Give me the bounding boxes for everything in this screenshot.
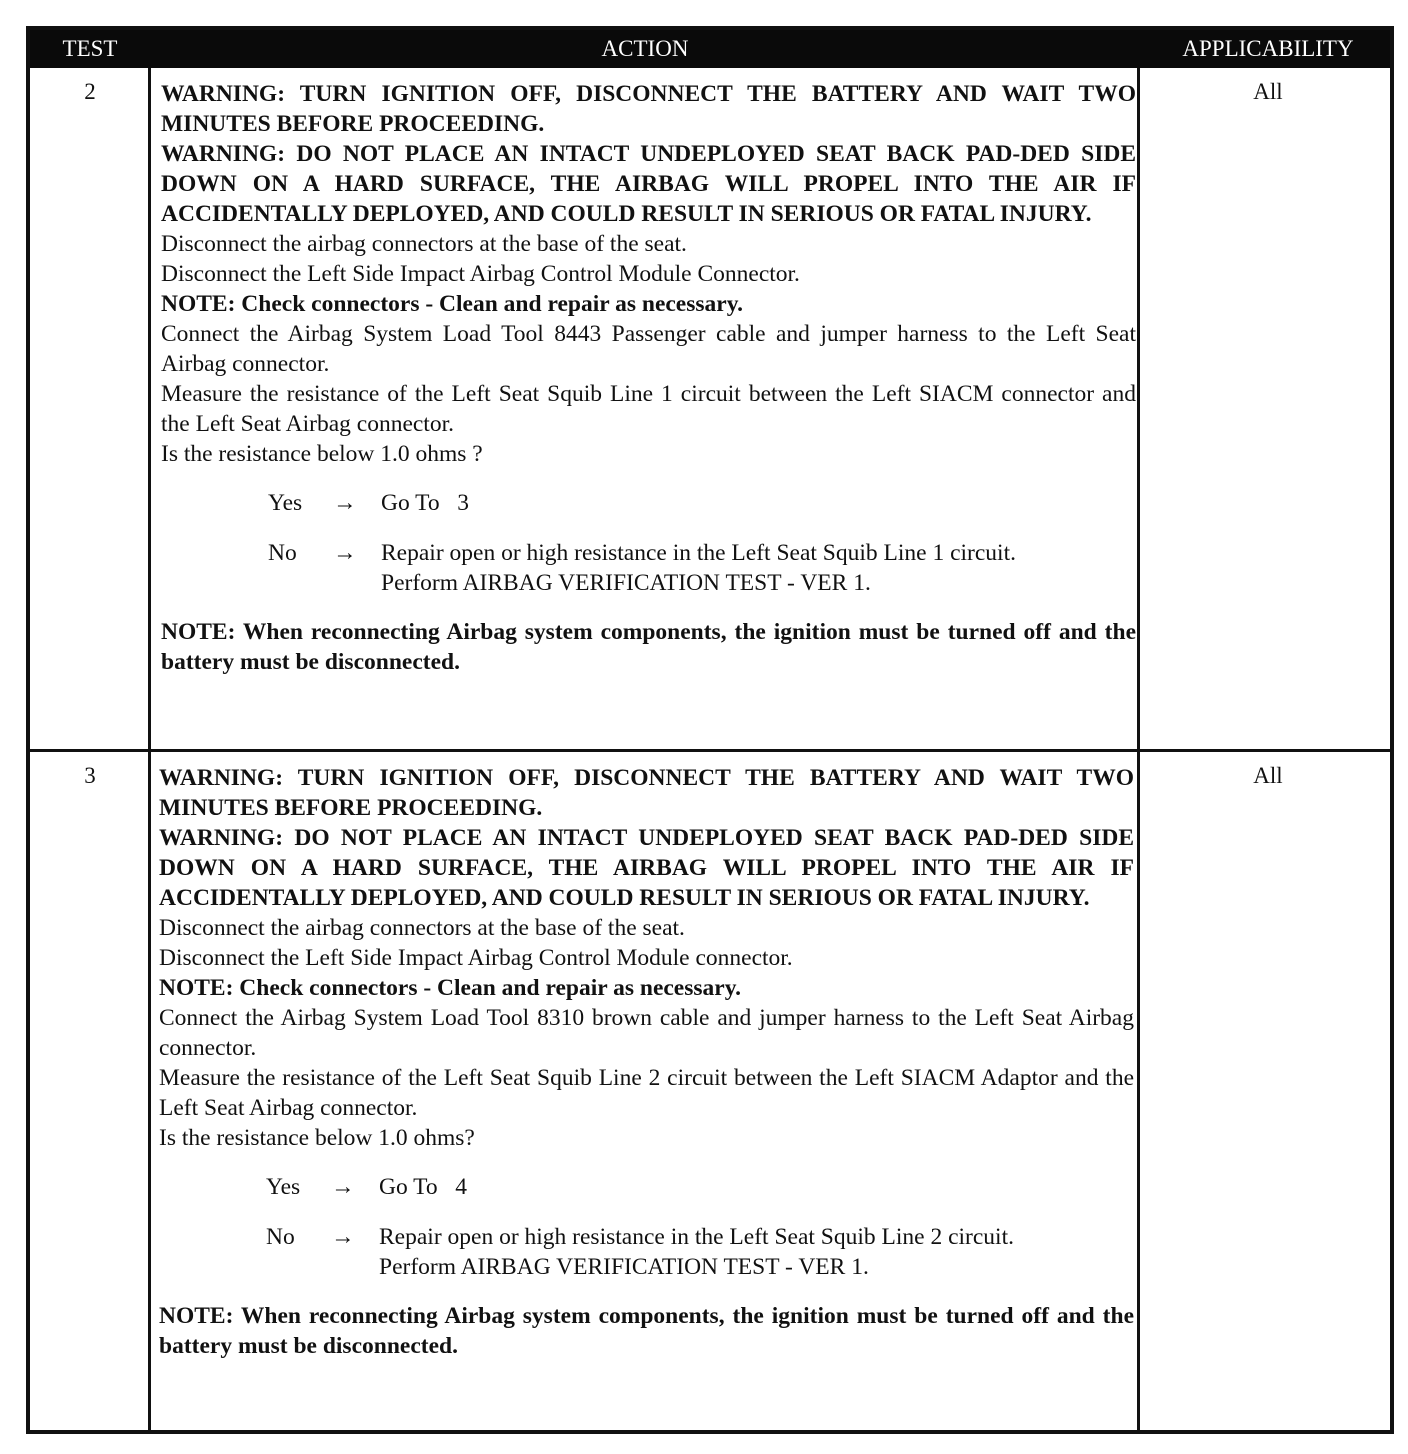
arrow-right-icon: → [331,1174,355,1200]
warning-seat-back: WARNING: DO NOT PLACE AN INTACT UNDEPLOYED SEAT BACK PAD-DED SIDE DOWN ON A HARD SURFACE, THE AIRBAG WILL PROPEL INTO THE AIR IF ACCIDENTALLY DEPLOYED, AND COULD RESULT IN SERIOUS OR FATAL INJURY. [161,141,1136,227]
arrow-right-icon: → [333,490,357,516]
test-number: 2 [84,79,96,104]
step-disconnect-seat: Disconnect the airbag connectors at the base of the seat. [161,231,687,257]
step-measure: Measure the resistance of the Left Seat Squib Line 1 circuit between the Left SIACM connector and the Left Seat Airbag connector. [161,381,1136,437]
test-number: 3 [84,763,96,788]
no-repair: Repair open or high resistance in the Left Seat Squib Line 2 circuit. [379,1224,1014,1250]
question: Is the resistance below 1.0 ohms? [159,1125,475,1151]
step-measure: Measure the resistance of the Left Seat Squib Line 2 circuit between the Left SIACM Adaptor and the Left Seat Airbag connector. [159,1065,1134,1121]
choice-yes [161,488,1136,518]
choice-no [159,1222,1134,1282]
step-connect-tool: Connect the Airbag System Load Tool 8310 brown cable and jumper harness to the Left Seat Airbag connector. [159,1005,1134,1061]
applicability-value: All [1253,79,1283,104]
applicability-value: All [1253,763,1283,788]
warning-ignition: WARNING: TURN IGNITION OFF, DISCONNECT THE BATTERY AND WAIT TWO MINUTES BEFORE PROCEEDING. [161,81,1136,137]
no-label: No [266,1224,295,1250]
yes-goto: Go To 4 [379,1174,468,1200]
no-verification: Perform AIRBAG VERIFICATION TEST - VER 1. [381,570,871,596]
yes-label: Yes [268,490,303,516]
no-repair: Repair open or high resistance in the Left Seat Squib Line 1 circuit. [381,540,1016,566]
no-verification: Perform AIRBAG VERIFICATION TEST - VER 1. [379,1254,869,1280]
step-disconnect-module: Disconnect the Left Side Impact Airbag Control Module connector. [159,945,793,971]
question: Is the resistance below 1.0 ohms ? [161,441,483,467]
choice-yes [159,1172,1134,1202]
warning-ignition: WARNING: TURN IGNITION OFF, DISCONNECT THE BATTERY AND WAIT TWO MINUTES BEFORE PROCEEDING. [159,765,1134,821]
action-cell [159,763,1134,1361]
table-header [30,30,1390,68]
action-cell [161,79,1136,677]
answer-choices [161,488,1136,598]
step-disconnect-seat: Disconnect the airbag connectors at the base of the seat. [159,915,685,941]
step-disconnect-module: Disconnect the Left Side Impact Airbag Control Module Connector. [161,261,800,287]
note-check-connectors: NOTE: Check connectors - Clean and repair as necessary. [161,291,744,317]
warning-seat-back: WARNING: DO NOT PLACE AN INTACT UNDEPLOYED SEAT BACK PAD-DED SIDE DOWN ON A HARD SURFACE, THE AIRBAG WILL PROPEL INTO THE AIR IF ACCIDENTALLY DEPLOYED, AND COULD RESULT IN SERIOUS OR FATAL INJURY. [159,825,1134,911]
no-label: No [268,540,297,566]
header-action: ACTION [601,36,689,61]
note-reconnecting: NOTE: When reconnecting Airbag system components, the ignition must be turned off and the battery must be disconnected. [159,1303,1134,1359]
note-reconnecting: NOTE: When reconnecting Airbag system components, the ignition must be turned off and the battery must be disconnected. [161,619,1136,675]
yes-goto: Go To 3 [381,490,470,516]
yes-label: Yes [266,1174,301,1200]
arrow-right-icon: → [331,1224,355,1250]
note-check-connectors: NOTE: Check connectors - Clean and repair as necessary. [159,975,742,1001]
step-connect-tool: Connect the Airbag System Load Tool 8443 Passenger cable and jumper harness to the Left Seat Airbag connector. [161,321,1136,377]
header-test: TEST [62,36,118,61]
choice-no [161,538,1136,598]
arrow-right-icon: → [333,540,357,566]
answer-choices [159,1172,1134,1282]
row-divider [30,749,1390,752]
header-applicability: APPLICABILITY [1182,36,1354,61]
diagnostic-table [26,26,1394,1434]
